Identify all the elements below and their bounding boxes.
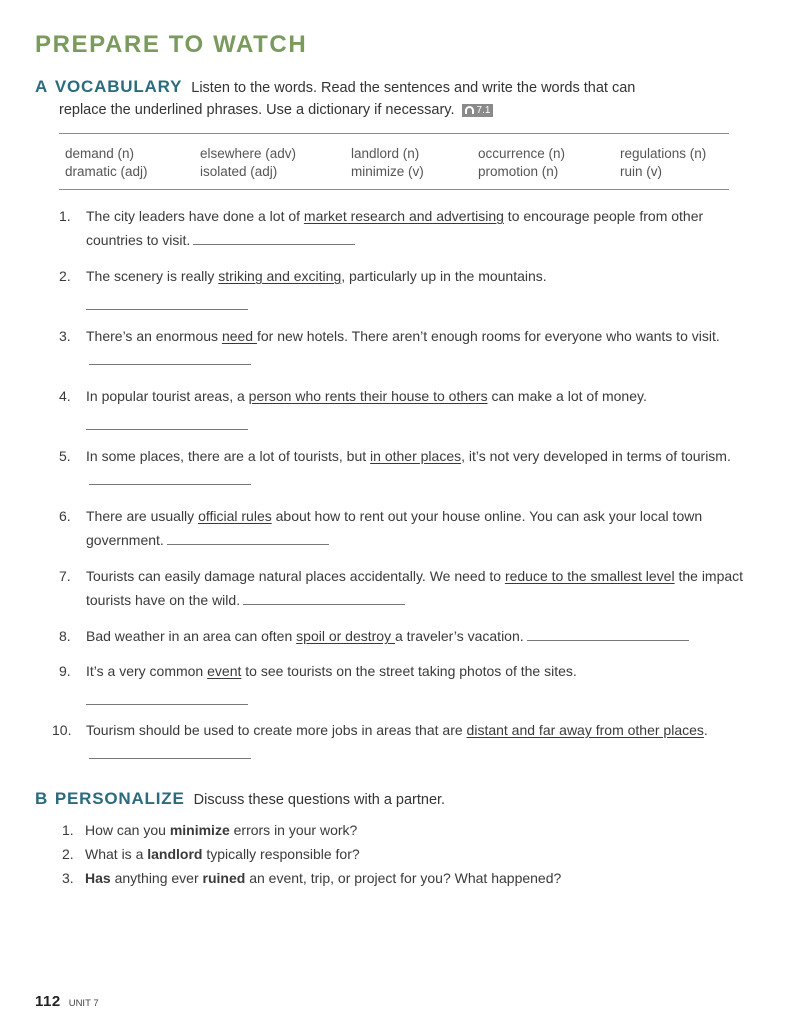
- answer-blank[interactable]: [89, 483, 251, 485]
- exercise-item: [59, 659, 749, 705]
- section-a-instruction-line2: [35, 99, 635, 121]
- item-number: 10.: [52, 722, 72, 738]
- exercise-item: [59, 264, 749, 310]
- vocab-word: demand (n): [65, 146, 135, 161]
- vocabulary-word-box: [59, 133, 729, 190]
- question-item: [62, 818, 561, 842]
- unit-label: UNIT 7: [68, 998, 99, 1009]
- word-column: [65, 145, 148, 181]
- answer-blank[interactable]: [243, 603, 405, 605]
- underlined-phrase: in other places: [370, 448, 462, 464]
- exercise-item: [52, 718, 749, 766]
- question-number: 3.: [62, 870, 74, 886]
- underlined-phrase: event: [207, 663, 242, 679]
- vocab-word: regulations (n): [620, 146, 707, 161]
- question-item: [62, 842, 561, 866]
- question-keyword: Has: [85, 870, 111, 886]
- item-text: It’s a very common: [86, 663, 208, 679]
- underlined-phrase: person who rents their house to others: [248, 388, 488, 404]
- section-a-header: [35, 76, 635, 121]
- personalize-questions: [62, 818, 561, 890]
- page-footer: [35, 993, 99, 1010]
- item-text: .: [703, 722, 708, 738]
- item-number: 7.: [59, 568, 71, 584]
- exercise-item: [59, 624, 749, 648]
- answer-blank[interactable]: [193, 243, 355, 245]
- vocab-word: ruin (v): [620, 164, 663, 179]
- answer-blank[interactable]: [167, 543, 329, 545]
- vocab-word: promotion (n): [478, 164, 559, 179]
- section-b-header: [35, 788, 445, 811]
- item-text: the impact tourists have on the wild.: [86, 568, 744, 608]
- answer-blank[interactable]: [86, 428, 248, 430]
- answer-blank[interactable]: [89, 363, 251, 365]
- section-a-instruction-2: replace the underlined phrases. Use a dictionary if necessary.: [59, 102, 455, 118]
- question-keyword: ruined: [202, 870, 246, 886]
- item-text: , it’s not very developed in terms of tourism.: [461, 448, 731, 464]
- question-keyword: minimize: [169, 822, 230, 838]
- word-column: [478, 145, 565, 181]
- item-text: In some places, there are a lot of tourists, but: [86, 448, 371, 464]
- answer-blank[interactable]: [527, 639, 689, 641]
- vocab-word: landlord (n): [351, 146, 420, 161]
- item-number: 6.: [59, 508, 71, 524]
- page-number: 112: [35, 993, 61, 1010]
- underlined-phrase: need: [221, 328, 257, 344]
- item-number: 1.: [59, 208, 71, 224]
- answer-blank[interactable]: [86, 703, 248, 705]
- exercise-item: [59, 564, 749, 612]
- question-text: What is a: [85, 846, 148, 862]
- section-b-instruction: Discuss these questions with a partner.: [193, 792, 446, 808]
- underlined-phrase: distant and far away from other places: [466, 722, 704, 738]
- question-keyword: landlord: [147, 846, 203, 862]
- item-text: Tourism should be used to create more jobs in areas that are: [86, 722, 467, 738]
- underlined-phrase: official rules: [198, 508, 272, 524]
- item-text: to see tourists on the street taking photos of the sites.: [241, 663, 577, 679]
- item-text: The scenery is really: [86, 268, 219, 284]
- underlined-phrase: reduce to the smallest level: [504, 568, 675, 584]
- word-column: [200, 145, 296, 181]
- section-a-letter: A: [35, 77, 48, 96]
- item-number: 8.: [59, 628, 71, 644]
- question-number: 2.: [62, 846, 74, 862]
- item-number: 4.: [59, 388, 71, 404]
- item-text: In popular tourist areas, a: [86, 388, 249, 404]
- question-number: 1.: [62, 822, 74, 838]
- underlined-phrase: market research and advertising: [303, 208, 504, 224]
- exercise-item: [59, 204, 749, 252]
- headphones-icon: [465, 106, 474, 114]
- vocab-word: elsewhere (adv): [200, 146, 297, 161]
- question-text: anything ever: [110, 870, 203, 886]
- item-text: about how to rent out your house online. You can ask your local town government.: [86, 508, 703, 548]
- vocab-word: occurrence (n): [478, 146, 566, 161]
- underlined-phrase: striking and exciting: [218, 268, 342, 284]
- item-text: Tourists can easily damage natural places accidentally. We need to: [86, 568, 505, 584]
- audio-track-number: 7.1: [476, 105, 491, 116]
- exercise-item: [59, 504, 749, 552]
- section-b-name: PERSONALIZE: [54, 789, 185, 808]
- answer-blank[interactable]: [86, 308, 248, 310]
- vocab-word: dramatic (adj): [65, 164, 148, 179]
- word-column: [620, 145, 706, 181]
- item-text: There are usually: [86, 508, 199, 524]
- question-text: How can you: [85, 822, 170, 838]
- audio-track-badge[interactable]: [462, 104, 494, 117]
- item-text: can make a lot of money.: [487, 388, 647, 404]
- exercise-item: [59, 444, 749, 492]
- exercise-item: [59, 324, 749, 372]
- question-text: typically responsible for?: [202, 846, 360, 862]
- question-text: an event, trip, or project for you? What happened?: [245, 870, 562, 886]
- answer-blank[interactable]: [89, 757, 251, 759]
- item-number: 9.: [59, 663, 71, 679]
- section-a-name: VOCABULARY: [54, 77, 183, 96]
- word-column: [351, 145, 424, 181]
- item-number: 2.: [59, 268, 71, 284]
- exercise-item: [59, 384, 749, 430]
- item-text: , particularly up in the mountains.: [341, 268, 547, 284]
- vocab-word: minimize (v): [351, 164, 424, 179]
- question-item: [62, 866, 561, 890]
- item-text: The city leaders have done a lot of: [86, 208, 304, 224]
- item-number: 3.: [59, 328, 71, 344]
- item-text: a traveler’s vacation.: [394, 628, 524, 644]
- item-text: to encourage people from other countries to visit.: [86, 208, 704, 248]
- vocab-word: isolated (adj): [200, 164, 278, 179]
- section-a-instruction-1: Listen to the words. Read the sentences and write the words that can: [191, 80, 636, 96]
- item-number: 5.: [59, 448, 71, 464]
- question-text: errors in your work?: [229, 822, 358, 838]
- item-text: for new hotels. There aren’t enough rooms for everyone who wants to visit.: [256, 328, 720, 344]
- underlined-phrase: spoil or destroy: [296, 628, 395, 644]
- item-text: There’s an enormous: [86, 328, 222, 344]
- section-b-letter: B: [35, 789, 48, 808]
- item-text: Bad weather in an area can often: [86, 628, 297, 644]
- page-title: PREPARE TO WATCH: [35, 31, 308, 58]
